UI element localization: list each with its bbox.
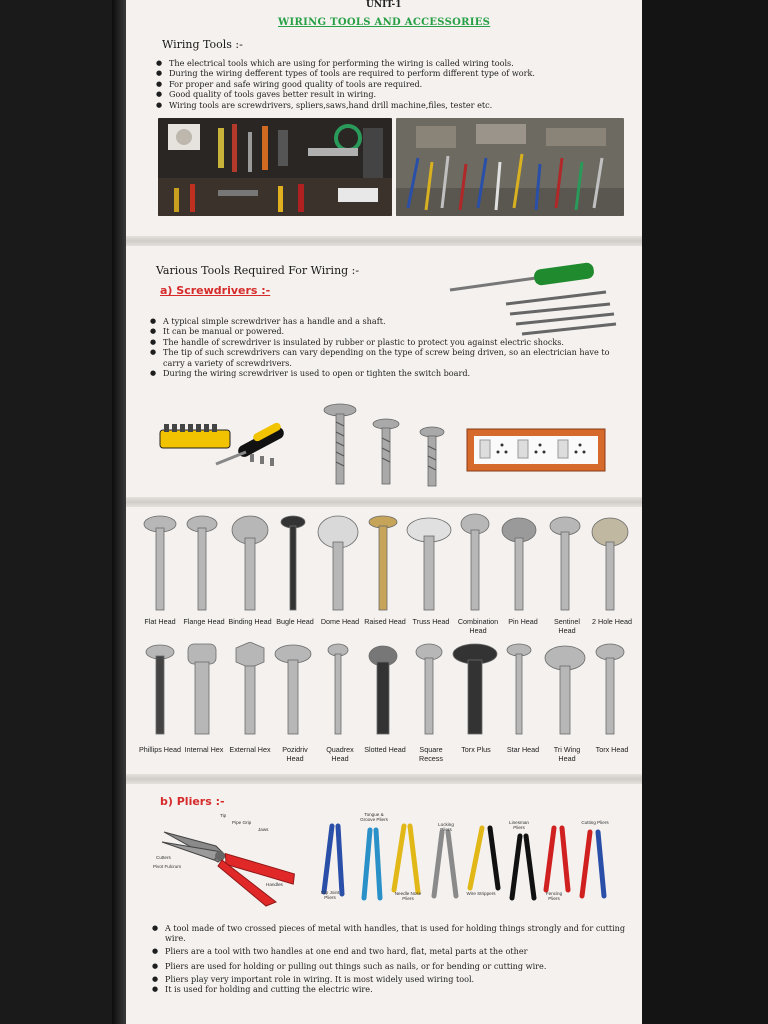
plier-part-label: Pipe Grip bbox=[232, 820, 252, 825]
page-shadow-left bbox=[112, 0, 126, 1024]
pliers-heading: b) Pliers :- bbox=[160, 795, 225, 808]
list-item: ● Pliers play very important role in wiring. It is most widely used wiring tool. bbox=[152, 974, 628, 984]
screw-label: Quadrex Head bbox=[326, 745, 354, 763]
plier-part-label: Cutters bbox=[156, 855, 171, 860]
screw-label: Slotted Head bbox=[364, 745, 406, 754]
screw-label: Bugle Head bbox=[276, 617, 314, 626]
screw-label: Truss Head bbox=[412, 617, 450, 626]
plier-part-label: Handles bbox=[266, 882, 283, 887]
list-item: ● It is used for holding and cutting the electric wire. bbox=[152, 984, 628, 994]
screw-label: Raised Head bbox=[364, 617, 406, 626]
list-item: ● Pliers are used for holding or pulling out things such as nails, or for bending or cutting wire. bbox=[152, 961, 628, 971]
screw-label: Combination Head bbox=[457, 617, 499, 635]
screw-heads-row-2-image bbox=[136, 642, 632, 740]
page-divider bbox=[126, 236, 642, 246]
list-item: ● A tool made of two crossed pieces of metal with handles, that is used for holding things strongly and for cutting wire. bbox=[152, 923, 628, 944]
plier-type-label: Cutting Pliers bbox=[581, 820, 609, 825]
list-item: ● During the wiring screwdriver is used to open or tighten the switch board. bbox=[150, 368, 620, 378]
list-item: ● Wiring tools are screwdrivers, spliers,saws,hand drill machine,files, tester etc. bbox=[156, 100, 626, 110]
screw-label: Tri Wing Head bbox=[553, 745, 581, 763]
screw-label: Internal Hex bbox=[184, 745, 224, 754]
list-item: ● During the wiring defferent types of tools are required to perform different type of work. bbox=[156, 68, 626, 78]
screw-label: Binding Head bbox=[228, 617, 272, 626]
plier-type-label: Needle Nose Pliers bbox=[394, 891, 422, 901]
page-title: WIRING TOOLS AND ACCESSORIES bbox=[278, 17, 491, 28]
screw-heads-row-1-image bbox=[136, 512, 632, 616]
list-item: ● It can be manual or powered. bbox=[150, 326, 620, 336]
list-item: ● The handle of screwdriver is insulated by rubber or plastic to protect you against electric shocks. bbox=[150, 337, 620, 347]
page-shadow-right bbox=[642, 0, 768, 1024]
screw-label: Flat Head bbox=[144, 617, 176, 626]
list-item: ● The electrical tools which are using for performing the wiring is called wiring tools. bbox=[156, 58, 626, 68]
ratchet-screwdriver-kit-image bbox=[156, 416, 296, 472]
page-divider bbox=[126, 774, 642, 784]
screw-label: 2 Hole Head bbox=[592, 617, 632, 626]
tool-wall-photo bbox=[158, 118, 392, 216]
wiring-tools-list bbox=[156, 58, 626, 110]
various-tools-heading: Various Tools Required For Wiring :- bbox=[156, 264, 360, 277]
tool-set-photo bbox=[396, 118, 624, 216]
list-item: ● The tip of such screwdrivers can vary depending on the type of screw being driven, so an electrician have to carry a variety of screwdrivers. bbox=[150, 347, 620, 368]
plier-type-label: Fencing Pliers bbox=[545, 891, 563, 901]
page-divider bbox=[126, 497, 642, 507]
plier-part-label: Jaws bbox=[258, 827, 269, 832]
pliers-list bbox=[152, 923, 628, 994]
unit-label: UNIT-1 bbox=[366, 0, 402, 10]
screw-label: Flange Head bbox=[183, 617, 225, 626]
screw-label: Pin Head bbox=[508, 617, 538, 626]
plier-anatomy-image bbox=[156, 812, 306, 908]
plier-type-label: Wire Strippers bbox=[466, 891, 496, 896]
screw-label: Pozidriv Head bbox=[282, 745, 308, 763]
list-item: ● A typical simple screwdriver has a handle and a shaft. bbox=[150, 316, 620, 326]
plier-type-label: Locking Pliers bbox=[438, 822, 454, 832]
screwdrivers-heading: a) Screwdrivers :- bbox=[160, 284, 271, 297]
plier-type-label: Linesman Pliers bbox=[509, 820, 529, 830]
switch-board-image bbox=[466, 428, 606, 472]
screw-label: Star Head bbox=[506, 745, 540, 754]
document-page bbox=[126, 0, 642, 1024]
plier-part-label: Pivot Fulcrum bbox=[152, 864, 182, 869]
screws-image bbox=[318, 402, 458, 488]
list-item: ● Good quality of tools gaves better result in wiring. bbox=[156, 89, 626, 99]
screw-label: Torx Plus bbox=[461, 745, 491, 754]
screw-label: Sentinel Head bbox=[554, 617, 580, 635]
plier-type-label: Tongue & Groove Pliers bbox=[360, 812, 388, 822]
screw-label: External Hex bbox=[229, 745, 271, 754]
screwdriver-list bbox=[150, 316, 620, 378]
screw-label: Square Recess bbox=[419, 745, 443, 763]
pliers-types-image bbox=[314, 812, 614, 908]
screw-label: Torx Head bbox=[595, 745, 629, 754]
list-item: ● Pliers are a tool with two handles at one end and two hard, flat, metal parts at the other bbox=[152, 946, 628, 956]
plier-type-label: Slip Joint Pliers bbox=[320, 890, 340, 900]
list-item: ● For proper and safe wiring good quality of tools are required. bbox=[156, 79, 626, 89]
screw-label: Dome Head bbox=[320, 617, 360, 626]
plier-part-label: Tip bbox=[220, 813, 227, 818]
screw-label: Phillips Head bbox=[139, 745, 181, 754]
wiring-tools-heading: Wiring Tools :- bbox=[162, 38, 243, 51]
